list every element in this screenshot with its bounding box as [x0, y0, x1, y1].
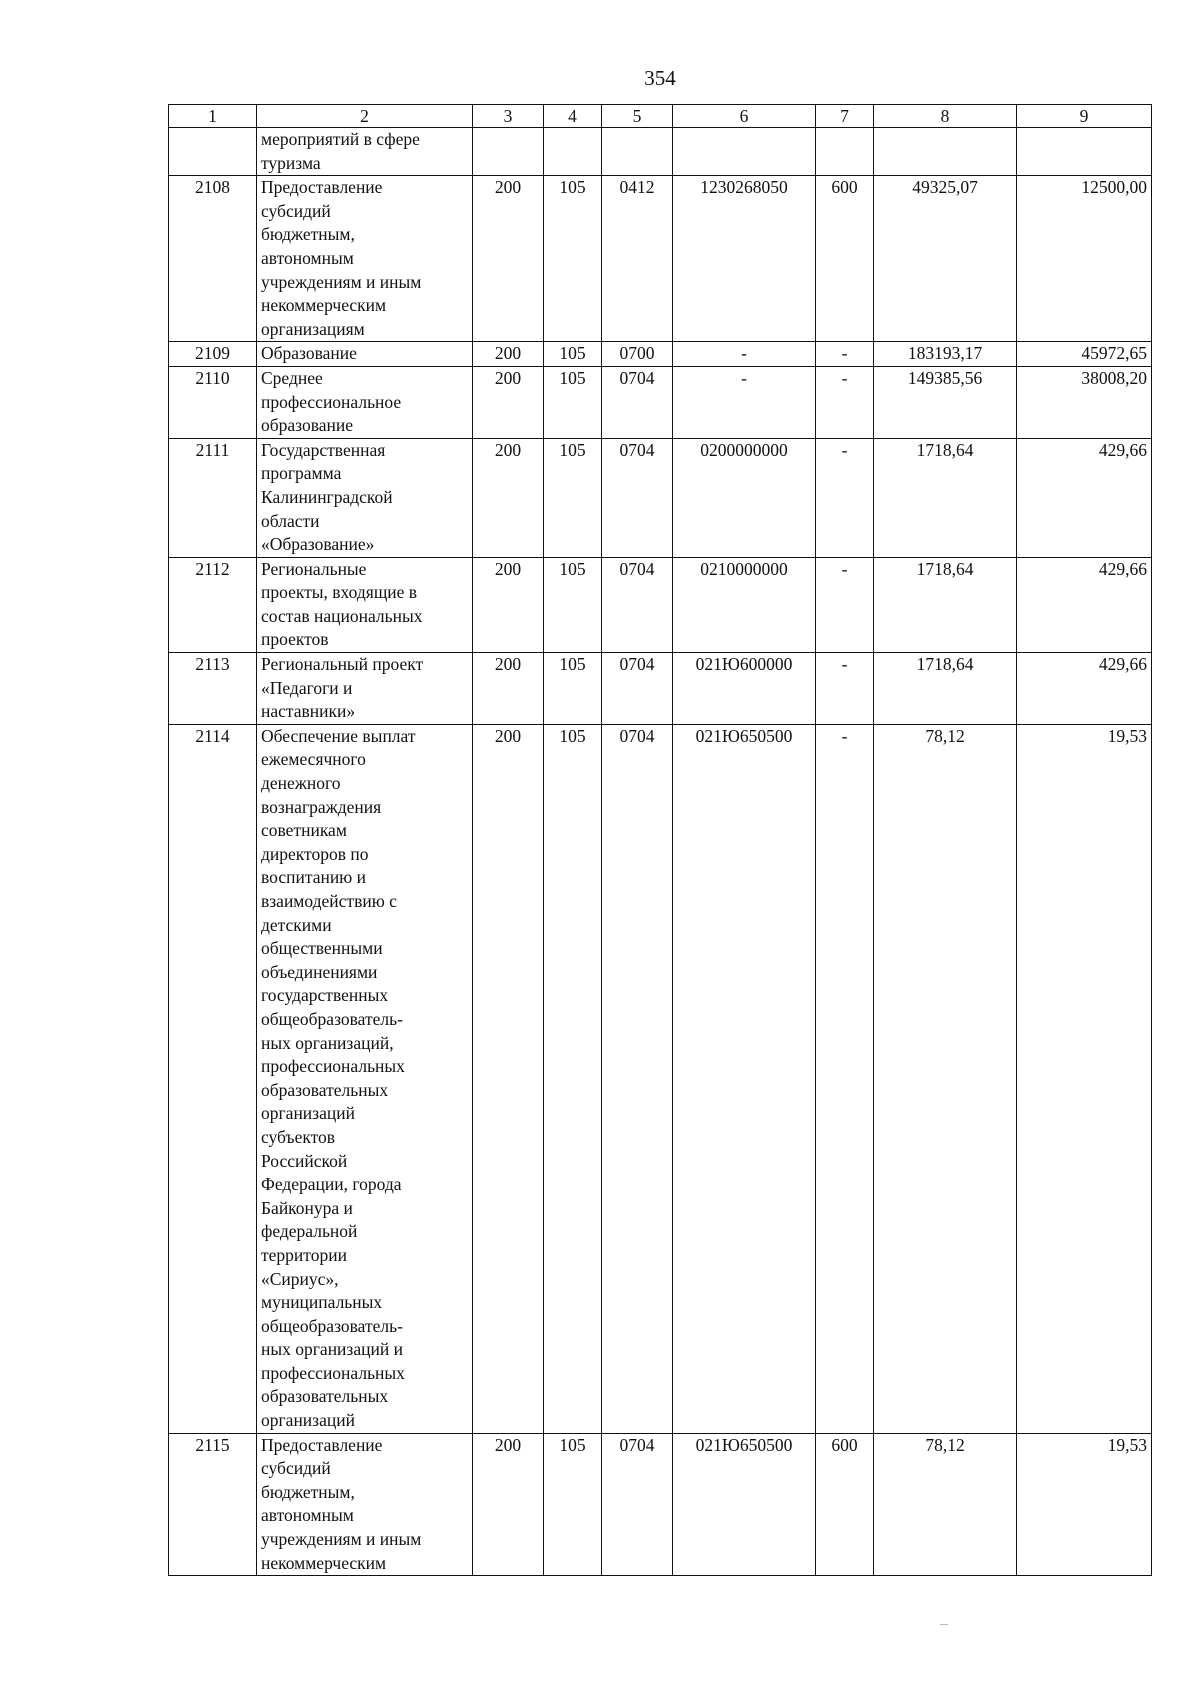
cell-col7: -	[816, 557, 874, 652]
cell-col8: 1718,64	[874, 438, 1017, 557]
cell-col6: 021Ю650500	[673, 1433, 816, 1576]
row-number: 2114	[169, 724, 257, 1433]
cell-col9: 429,66	[1017, 653, 1152, 725]
cell-col3	[473, 128, 544, 176]
cell-col5	[602, 128, 673, 176]
row-name: Среднее профессиональное образование	[257, 366, 473, 438]
cell-col7	[816, 128, 874, 176]
cell-col6: 1230268050	[673, 176, 816, 342]
row-name: Обеспечение выплат ежемесячного денежного вознаграждения советникам директоров по воспитанию и взаимодействию с детскими общественными объединениями государственных общеобразователь- ных организаций, профессиональных образовательных организаций субъектов Российской Федерации, города Байконура и федеральной территории «Сириус», муниципальных общеобразователь- ных организаций и профессиональных образовательных организаций	[257, 724, 473, 1433]
scan-artifact	[940, 1624, 948, 1625]
table-row	[169, 366, 1152, 438]
cell-col3: 200	[473, 557, 544, 652]
cell-col9: 38008,20	[1017, 366, 1152, 438]
cell-col5: 0704	[602, 557, 673, 652]
cell-col6: 021Ю650500	[673, 724, 816, 1433]
row-number: 2115	[169, 1433, 257, 1576]
cell-col7: -	[816, 438, 874, 557]
cell-col4	[544, 128, 602, 176]
cell-col5: 0704	[602, 366, 673, 438]
cell-col4: 105	[544, 724, 602, 1433]
cell-col3: 200	[473, 342, 544, 367]
cell-col5: 0704	[602, 438, 673, 557]
header-cell: 2	[257, 105, 473, 128]
table-row	[169, 557, 1152, 652]
cell-col3: 200	[473, 176, 544, 342]
table-row	[169, 438, 1152, 557]
page-number: 354	[644, 66, 676, 90]
cell-col9: 19,53	[1017, 1433, 1152, 1576]
cell-col7: 600	[816, 176, 874, 342]
cell-col9: 45972,65	[1017, 342, 1152, 367]
header-row	[169, 105, 1152, 128]
cell-col9: 19,53	[1017, 724, 1152, 1433]
cell-col8: 149385,56	[874, 366, 1017, 438]
table-row	[169, 176, 1152, 342]
cell-col4: 105	[544, 653, 602, 725]
cell-col6: 0200000000	[673, 438, 816, 557]
table-row	[169, 342, 1152, 367]
cell-col3: 200	[473, 366, 544, 438]
header-cell: 7	[816, 105, 874, 128]
cell-col5: 0700	[602, 342, 673, 367]
cell-col6: -	[673, 366, 816, 438]
row-name: мероприятий в сфере туризма	[257, 128, 473, 176]
cell-col3: 200	[473, 724, 544, 1433]
header-cell: 6	[673, 105, 816, 128]
row-name: Государственная программа Калининградской области «Образование»	[257, 438, 473, 557]
row-name: Предоставление субсидий бюджетным, автономным учреждениям и иным некоммерческим	[257, 1433, 473, 1576]
cell-col4: 105	[544, 176, 602, 342]
cell-col4: 105	[544, 557, 602, 652]
row-number	[169, 128, 257, 176]
cell-col9: 12500,00	[1017, 176, 1152, 342]
row-number: 2111	[169, 438, 257, 557]
cell-col9: 429,66	[1017, 557, 1152, 652]
cell-col8: 78,12	[874, 1433, 1017, 1576]
cell-col4: 105	[544, 342, 602, 367]
row-name: Образование	[257, 342, 473, 367]
cell-col5: 0412	[602, 176, 673, 342]
cell-col8: 1718,64	[874, 653, 1017, 725]
cell-col7: -	[816, 724, 874, 1433]
cell-col4: 105	[544, 1433, 602, 1576]
cell-col4: 105	[544, 366, 602, 438]
row-name: Региональные проекты, входящие в состав национальных проектов	[257, 557, 473, 652]
row-number: 2113	[169, 653, 257, 725]
row-number: 2110	[169, 366, 257, 438]
cell-col5: 0704	[602, 724, 673, 1433]
cell-col4: 105	[544, 438, 602, 557]
cell-col9	[1017, 128, 1152, 176]
cell-col9: 429,66	[1017, 438, 1152, 557]
table-row	[169, 128, 1152, 176]
cell-col8: 1718,64	[874, 557, 1017, 652]
row-name: Региональный проект «Педагоги и наставники»	[257, 653, 473, 725]
table-row	[169, 724, 1152, 1433]
cell-col8: 49325,07	[874, 176, 1017, 342]
header-cell: 4	[544, 105, 602, 128]
table-row	[169, 1433, 1152, 1576]
cell-col7: 600	[816, 1433, 874, 1576]
table-row	[169, 653, 1152, 725]
header-cell: 1	[169, 105, 257, 128]
row-number: 2112	[169, 557, 257, 652]
cell-col7: -	[816, 366, 874, 438]
row-name: Предоставление субсидий бюджетным, автономным учреждениям и иным некоммерческим организациям	[257, 176, 473, 342]
cell-col3: 200	[473, 438, 544, 557]
cell-col3: 200	[473, 1433, 544, 1576]
row-number: 2108	[169, 176, 257, 342]
cell-col3: 200	[473, 653, 544, 725]
cell-col6	[673, 128, 816, 176]
cell-col6: -	[673, 342, 816, 367]
cell-col5: 0704	[602, 1433, 673, 1576]
cell-col5: 0704	[602, 653, 673, 725]
header-cell: 5	[602, 105, 673, 128]
budget-table	[168, 104, 1152, 1576]
row-number: 2109	[169, 342, 257, 367]
cell-col8: 78,12	[874, 724, 1017, 1433]
cell-col8: 183193,17	[874, 342, 1017, 367]
cell-col7: -	[816, 342, 874, 367]
header-cell: 3	[473, 105, 544, 128]
cell-col6: 021Ю600000	[673, 653, 816, 725]
cell-col6: 0210000000	[673, 557, 816, 652]
cell-col8	[874, 128, 1017, 176]
cell-col7: -	[816, 653, 874, 725]
header-cell: 9	[1017, 105, 1152, 128]
header-cell: 8	[874, 105, 1017, 128]
